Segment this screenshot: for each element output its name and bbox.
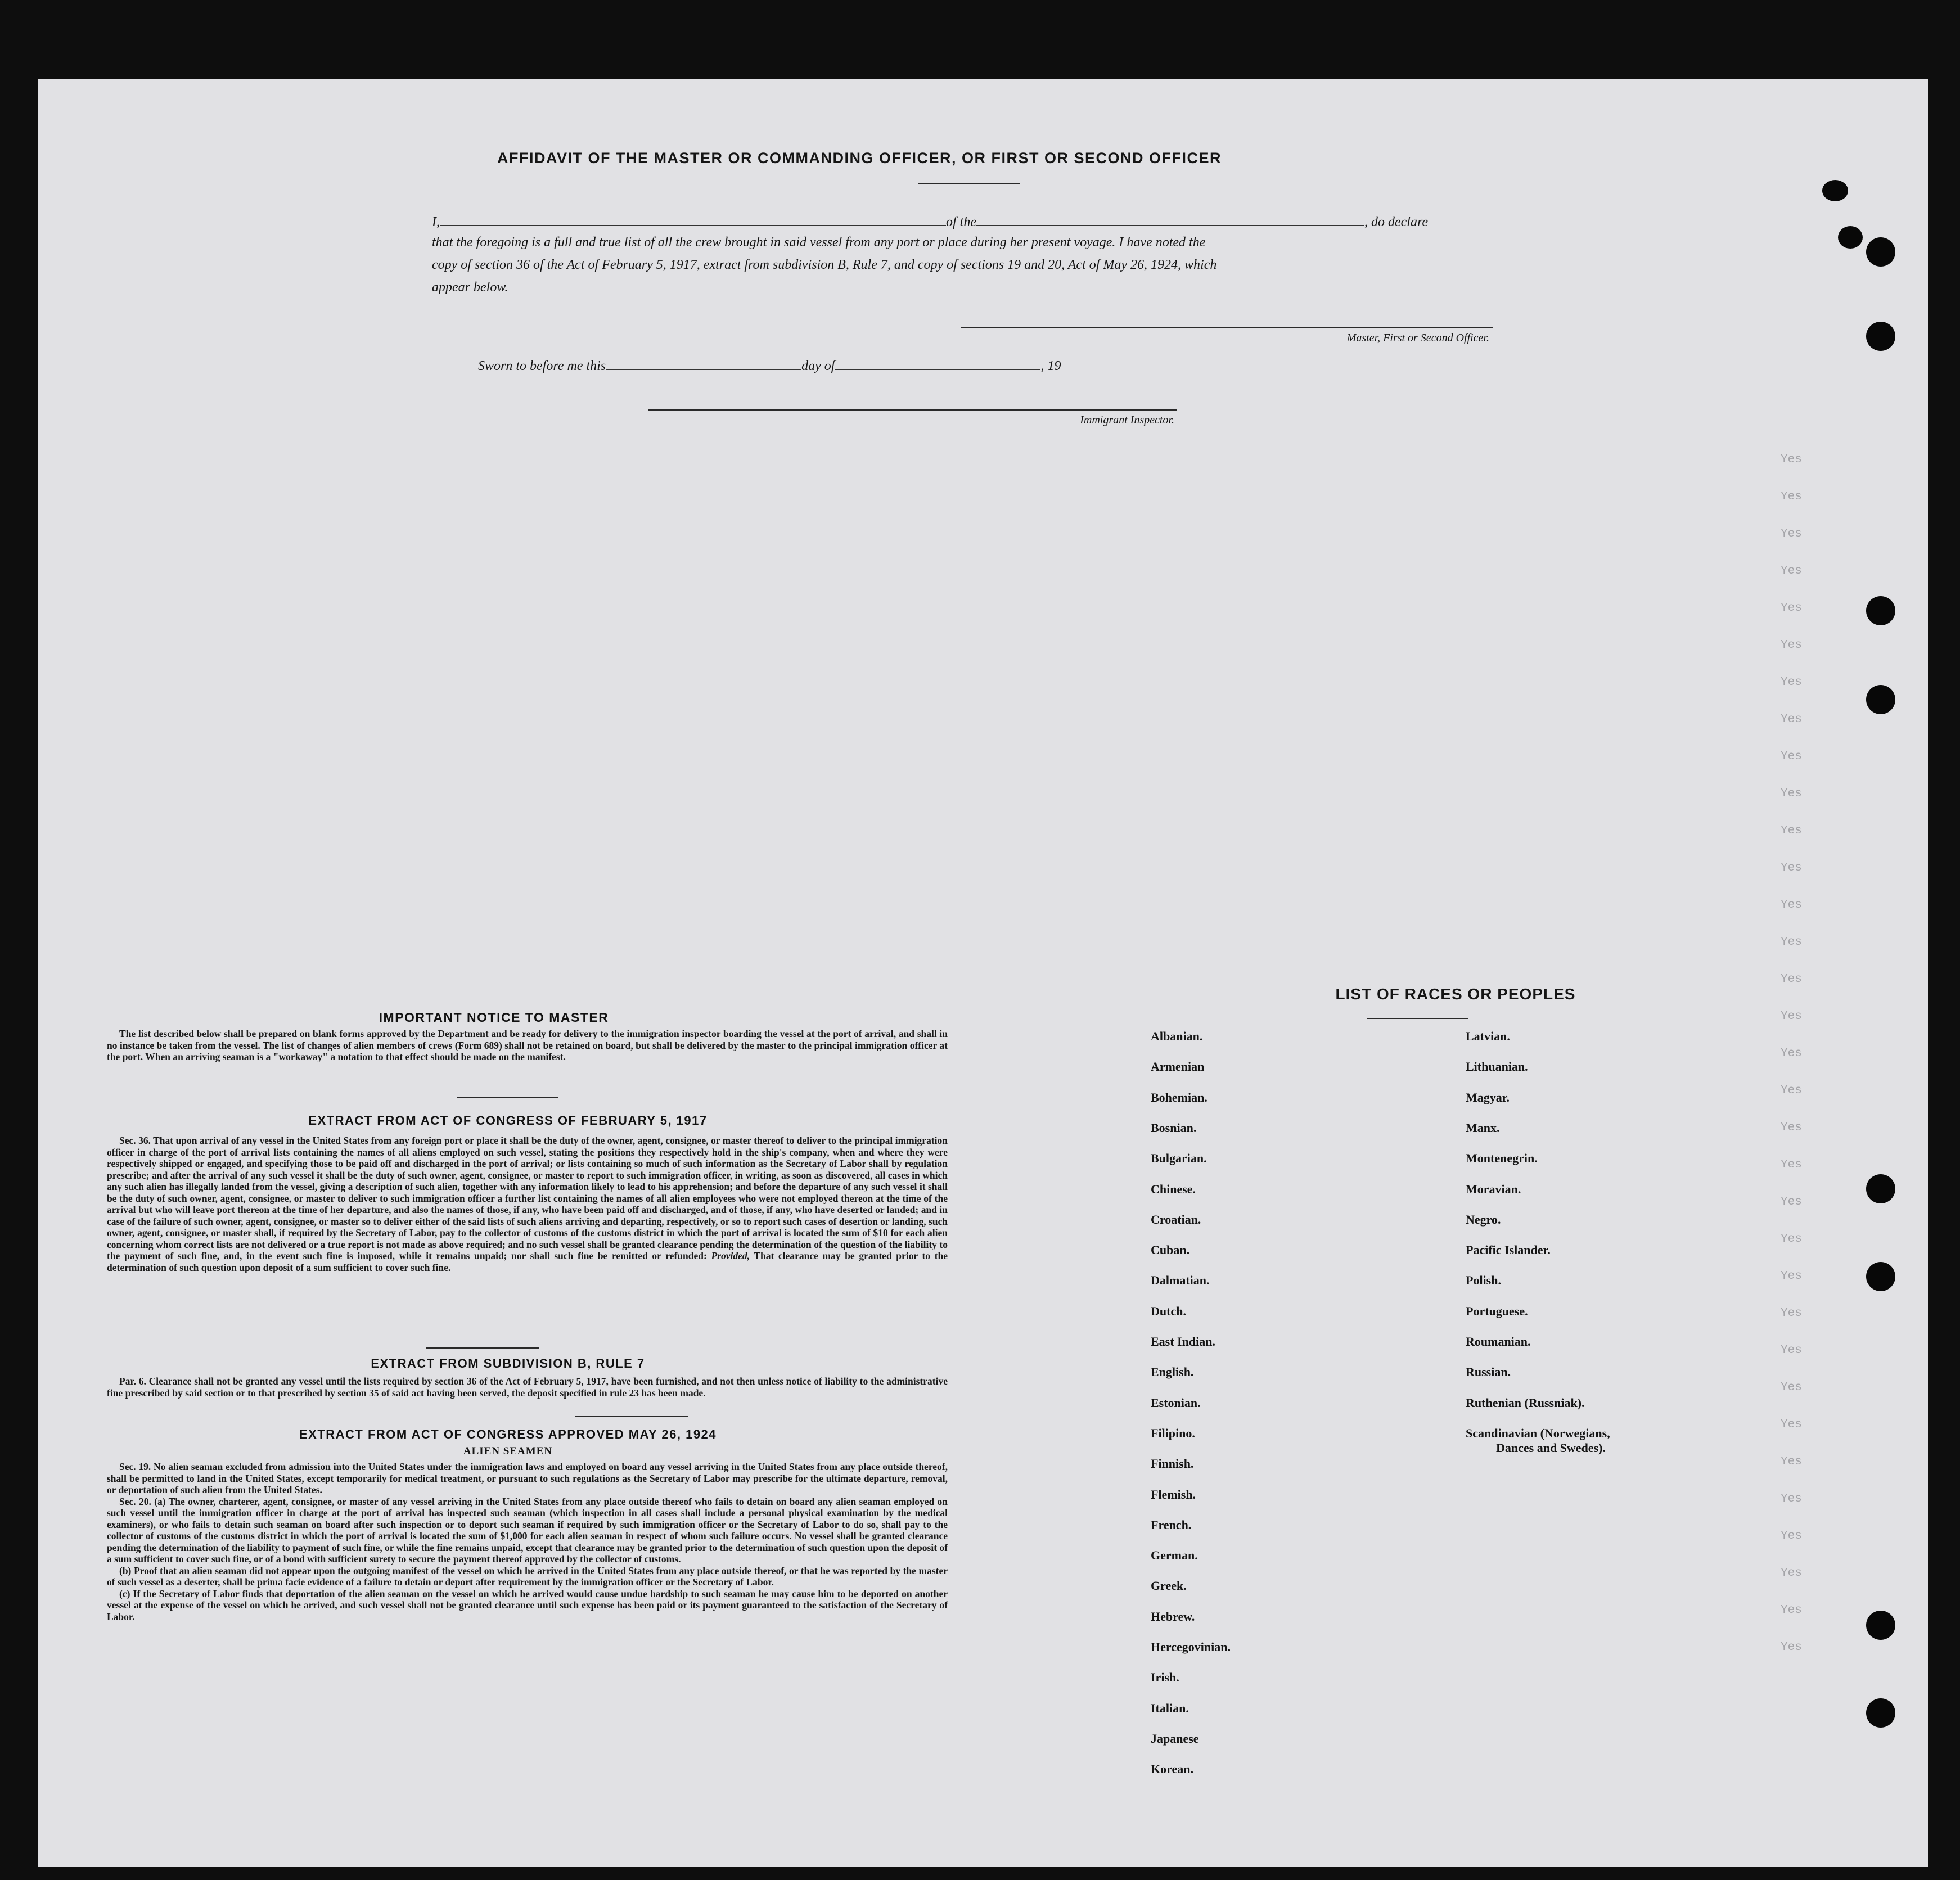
race-entry: Polish. <box>1466 1273 1501 1288</box>
race-entry: Russian. <box>1466 1365 1511 1379</box>
bleed-through-word: Yes <box>1781 936 1802 949</box>
notice-text <box>107 1028 948 1063</box>
race-entry: Roumanian. <box>1466 1335 1531 1349</box>
race-entry: English. <box>1151 1365 1194 1379</box>
declare-suffix: , do declare <box>1364 215 1429 229</box>
bleed-through-word: Yes <box>1781 1270 1802 1283</box>
title-rule <box>918 183 1020 184</box>
extract-rule7-title: EXTRACT FROM SUBDIVISION B, RULE 7 <box>371 1356 645 1370</box>
punch-hole <box>1866 1611 1895 1640</box>
extract-1924-text <box>107 1461 948 1622</box>
sec-20b-text: (b) Proof that an alien seaman did not appear upon the outgoing manifest of the vessel on which he arrived in the United States from any place outside thereof, or that he was reported by the master of such vessel as a deserter, shall be prima facie evidence of a failure to detain or deport after requirement by the immigration officer or the Secretary of Labor. <box>107 1565 948 1588</box>
race-entry: French. <box>1151 1517 1192 1532</box>
proviso-label: Provided, <box>711 1250 750 1261</box>
bleed-through-word: Yes <box>1781 862 1802 874</box>
race-entry: Estonian. <box>1151 1395 1201 1410</box>
race-entry: Portuguese. <box>1466 1304 1528 1318</box>
inspector-signature-line[interactable] <box>648 409 1177 411</box>
bleed-through-word: Yes <box>1781 676 1802 689</box>
bleed-through-word: Yes <box>1781 973 1802 986</box>
race-entry: Dutch. <box>1151 1304 1186 1318</box>
alien-seamen-subtitle: ALIEN SEAMEN <box>463 1445 553 1457</box>
race-entry: Greek. <box>1151 1579 1187 1593</box>
race-entry: Manx. <box>1466 1120 1500 1135</box>
race-entry: Bulgarian. <box>1151 1151 1207 1166</box>
race-entry: Latvian. <box>1466 1029 1510 1043</box>
bleed-through-word: Yes <box>1781 1084 1802 1097</box>
declarant-prefix: I, <box>432 215 440 229</box>
race-entry: Japanese <box>1151 1731 1199 1746</box>
bleed-through-word: Yes <box>1781 1530 1802 1543</box>
bleed-through-word: Yes <box>1781 565 1802 578</box>
race-entry: Dances and Swedes). <box>1496 1440 1606 1455</box>
punch-hole <box>1866 1174 1895 1203</box>
race-entry: East Indian. <box>1151 1335 1215 1349</box>
race-entry: Armenian <box>1151 1060 1205 1074</box>
race-entry: Negro. <box>1466 1212 1501 1227</box>
race-entry: Irish. <box>1151 1670 1179 1685</box>
race-entry: Hebrew. <box>1151 1609 1195 1624</box>
sec-36-text: That upon arrival of any vessel in the United States from any foreign port or place it shall be the duty of the owner, agent, consignee, or master thereof to deliver to the principal immigration officer in charge of the port of arrival lists containing the names of all aliens employed on such vessel, stating the positions they respectively hold in the ship's company, when and where they were respectively shipped or engaged, and specifying those to be paid off and discharged in the port of arrival; or lists containing so much of such information as the Secretary of Labor shall by regulation prescribe; and after the arrival of any such vessel it shall be the duty of such owner, agent, consignee, or master to report to such immigration officer, in writing, as soon as discovered, all cases in which any such alien has illegally landed from the vessel, giving a description of such alien, together with any information likely to lead to his apprehension; and before the departure of any such vessel it shall be the duty of such owner, agent, consignee, or master to deliver to such immigration officer a further list containing the names of all alien employees who were not employed thereon at the time of the arrival but who will leave port thereon at the time of her departure, and also the names of those, if any, who have been paid off and discharged, and of those, if any, who have deserted or landed; and in case of the failure of such owner, agent, consignee, or master so to deliver either of the said lists of such aliens arriving and departing, respectively, or so to report such cases of desertion or landing, such owner, agent, consignee, or master shall, if required by the Secretary of Labor, pay to the collector of customs of the customs district in which the port of arrival is located the sum of $10 for each alien concerning whom correct lists are not delivered or a true report is not made as above required; and no such vessel shall be granted clearance pending the determination of the question of the liability to the payment of such fine, and, in the event such fine is imposed, while it remains unpaid; nor shall such fine be remitted or refunded: <box>107 1135 948 1261</box>
sec-20c-text: (c) If the Secretary of Labor finds that deportation of the alien seaman on the vessel on which he arrived would cause undue hardship to such seaman he may cause him to be deported on another vessel at the expense of the vessel on which he arrived, and such vessel shall not be granted clearance until such expense has been paid or its payment guaranteed to the satisfaction of the Secretary of Labor. <box>107 1588 948 1622</box>
race-entry: Hercegovinian. <box>1151 1640 1231 1654</box>
extract-rule7-text <box>107 1376 948 1399</box>
sworn-prefix: Sworn to before me this <box>478 359 606 373</box>
notice-paragraph: The list described below shall be prepared on blank forms approved by the Department and be ready for delivery to the immigration inspector boarding the vessel at the port of arrival, and shall in no instance be taken from the vessel. The list of changes of alien members of crews (Form 689) shall not be retained on board, but shall be delivered by the master to the principal immigration officer at the port. When an arriving seaman is a "workaway" a notation to that effect should be made on the manifest. <box>107 1028 948 1062</box>
race-entry: Filipino. <box>1151 1426 1195 1440</box>
race-entry: Dalmatian. <box>1151 1273 1210 1288</box>
race-entry: Bohemian. <box>1151 1090 1207 1104</box>
bleed-through-word: Yes <box>1781 1047 1802 1060</box>
affidavit-title: AFFIDAVIT OF THE MASTER OR COMMANDING OFFICER, OR FIRST OR SECOND OFFICER <box>497 150 1222 166</box>
vessel-name-field[interactable] <box>976 211 1364 226</box>
inspector-signature-label: Immigrant Inspector. <box>1080 414 1174 426</box>
race-entry: Croatian. <box>1151 1212 1201 1227</box>
bleed-through-word: Yes <box>1781 824 1802 837</box>
affidavit-body-1: that the foregoing is a full and true list of all the crew brought in said vessel from any port or place during her present voyage. I have noted the <box>432 235 1206 250</box>
bleed-through-word: Yes <box>1781 1158 1802 1171</box>
sec-19-text: No alien seaman excluded from admission into the United States under the immigration laws and employed on board any vessel arriving in the United States from any place outside thereof, shall be permitted to land in the United States, except temporarily for medical treatment, or pursuant to such regulations as the Secretary of Labor may prescribe for the ultimate departure, removal, or deportation of such alien from the United States. <box>107 1461 948 1495</box>
bleed-through-word: Yes <box>1781 1196 1802 1209</box>
race-entry: Italian. <box>1151 1701 1189 1715</box>
bleed-through-word: Yes <box>1781 1233 1802 1246</box>
bleed-through-word: Yes <box>1781 899 1802 912</box>
race-entry: Albanian. <box>1151 1029 1203 1043</box>
bleed-through-word: Yes <box>1781 490 1802 503</box>
sworn-day-field[interactable] <box>606 355 801 370</box>
punch-hole <box>1866 1698 1895 1728</box>
affidavit-body-2: copy of section 36 of the Act of February 5, 1917, extract from subdivision B, Rule 7, and copy of sections 19 and 20, Act of May 26, 1924, which <box>432 258 1217 272</box>
race-entry: Chinese. <box>1151 1182 1196 1196</box>
section-rule <box>575 1416 688 1417</box>
punch-hole <box>1866 237 1895 267</box>
section-rule <box>426 1347 539 1349</box>
race-entry: Korean. <box>1151 1762 1193 1777</box>
sworn-line <box>478 355 1061 374</box>
bleed-through-word: Yes <box>1781 713 1802 726</box>
races-title: LIST OF RACES OR PEOPLES <box>1335 985 1576 1003</box>
race-entry: Pacific Islander. <box>1466 1243 1551 1257</box>
race-entry: Magyar. <box>1466 1090 1510 1104</box>
bleed-through-word: Yes <box>1781 1344 1802 1357</box>
bleed-through-word: Yes <box>1781 1010 1802 1023</box>
vessel-prefix: of the <box>946 215 976 229</box>
bleed-through-word: Yes <box>1781 528 1802 540</box>
bleed-through-word: Yes <box>1781 453 1802 466</box>
punch-hole <box>1866 1262 1895 1291</box>
bleed-through-word: Yes <box>1781 1307 1802 1320</box>
document-page <box>38 79 1928 1867</box>
punch-hole <box>1866 322 1895 351</box>
race-entry: Montenegrin. <box>1466 1151 1538 1166</box>
bleed-through-word: Yes <box>1781 787 1802 800</box>
bleed-through-word: Yes <box>1781 1455 1802 1468</box>
declarant-name-field[interactable] <box>440 211 946 226</box>
race-entry: German. <box>1151 1548 1198 1563</box>
master-signature-line[interactable] <box>961 327 1493 328</box>
sec-20a-text: (a) The owner, charterer, agent, consignee, or master of any vessel arriving in the United States from any place outside thereof who fails to detain on board any alien seaman employed on such vessel until the immigration officer in charge at the port of arrival has inspected such seaman (which inspection in all cases shall include a personal physical examination by the medical examiners), or who fails to detain such seaman on board after such inspection or to deport such seaman if required by such immigration officer or the Secretary of Labor to do so, shall pay to the collector of customs of the customs district in which the port of arrival is located the sum of $1,000 for each alien seaman in respect of whom such failure occurs. No vessel shall be granted clearance pending the determination of the liability to payment of such fine, or while the fine remains unpaid, except that clearance may be granted prior to the determination of such question upon the deposit of a sum sufficient to cover such fine, or of a bond with sufficient surety to secure the payment thereof approved by the collector of customs. <box>107 1495 948 1565</box>
affidavit-body-3: appear below. <box>432 280 508 295</box>
bleed-through-word: Yes <box>1781 1381 1802 1394</box>
race-entry: Scandinavian (Norwegians, <box>1466 1426 1610 1440</box>
section-rule <box>457 1097 558 1098</box>
race-entry: Cuban. <box>1151 1243 1190 1257</box>
race-entry: Lithuanian. <box>1466 1060 1528 1074</box>
bleed-through-word: Yes <box>1781 1641 1802 1654</box>
master-signature-label: Master, First or Second Officer. <box>1346 332 1489 344</box>
sec-20-label: Sec. 20. <box>119 1495 151 1507</box>
bleed-through-word: Yes <box>1781 750 1802 763</box>
extract-1917-text <box>107 1135 948 1273</box>
bleed-through-word: Yes <box>1781 1121 1802 1134</box>
rule7-paragraph: Par. 6. Clearance shall not be granted any vessel until the lists required by section 36 of the Act of February 5, 1917, have been furnished, and not then unless notice of liability to the administrative fine prescribed by said section or to that prescribed by section 35 of said act having been served, the deposit specified in rule 23 has been made. <box>107 1376 948 1399</box>
race-entry: Bosnian. <box>1151 1120 1197 1135</box>
sworn-month-field[interactable] <box>835 355 1040 370</box>
extract-1917-title: EXTRACT FROM ACT OF CONGRESS OF FEBRUARY 5, 1917 <box>308 1113 708 1128</box>
sec-19-label: Sec. 19. <box>119 1461 151 1472</box>
race-entry: Flemish. <box>1151 1487 1196 1502</box>
bleed-through-word: Yes <box>1781 1567 1802 1580</box>
bleed-through-word: Yes <box>1781 1493 1802 1505</box>
notice-title: IMPORTANT NOTICE TO MASTER <box>379 1010 609 1025</box>
bleed-through-word: Yes <box>1781 602 1802 615</box>
race-entry: Moravian. <box>1466 1182 1521 1196</box>
year-prefix: , 19 <box>1040 359 1061 373</box>
bleed-through-word: Yes <box>1781 1604 1802 1617</box>
affidavit-declaration-line <box>432 211 1531 230</box>
bleed-through-word: Yes <box>1781 639 1802 652</box>
punch-hole <box>1838 226 1863 249</box>
punch-hole <box>1866 596 1895 625</box>
proviso-text: That clearance may be granted prior to the determination of such question upon deposit of a sum sufficient to cover such fine. <box>107 1250 948 1273</box>
bleed-through-word: Yes <box>1781 1418 1802 1431</box>
punch-hole <box>1866 685 1895 714</box>
punch-hole <box>1822 180 1848 201</box>
extract-1924-title: EXTRACT FROM ACT OF CONGRESS APPROVED MAY 26, 1924 <box>299 1427 717 1441</box>
races-title-rule <box>1367 1018 1468 1019</box>
race-entry: Ruthenian (Russniak). <box>1466 1395 1585 1410</box>
sec-36-label: Sec. 36. <box>119 1135 151 1146</box>
day-of-label: day of <box>801 359 835 373</box>
race-entry: Finnish. <box>1151 1457 1194 1471</box>
